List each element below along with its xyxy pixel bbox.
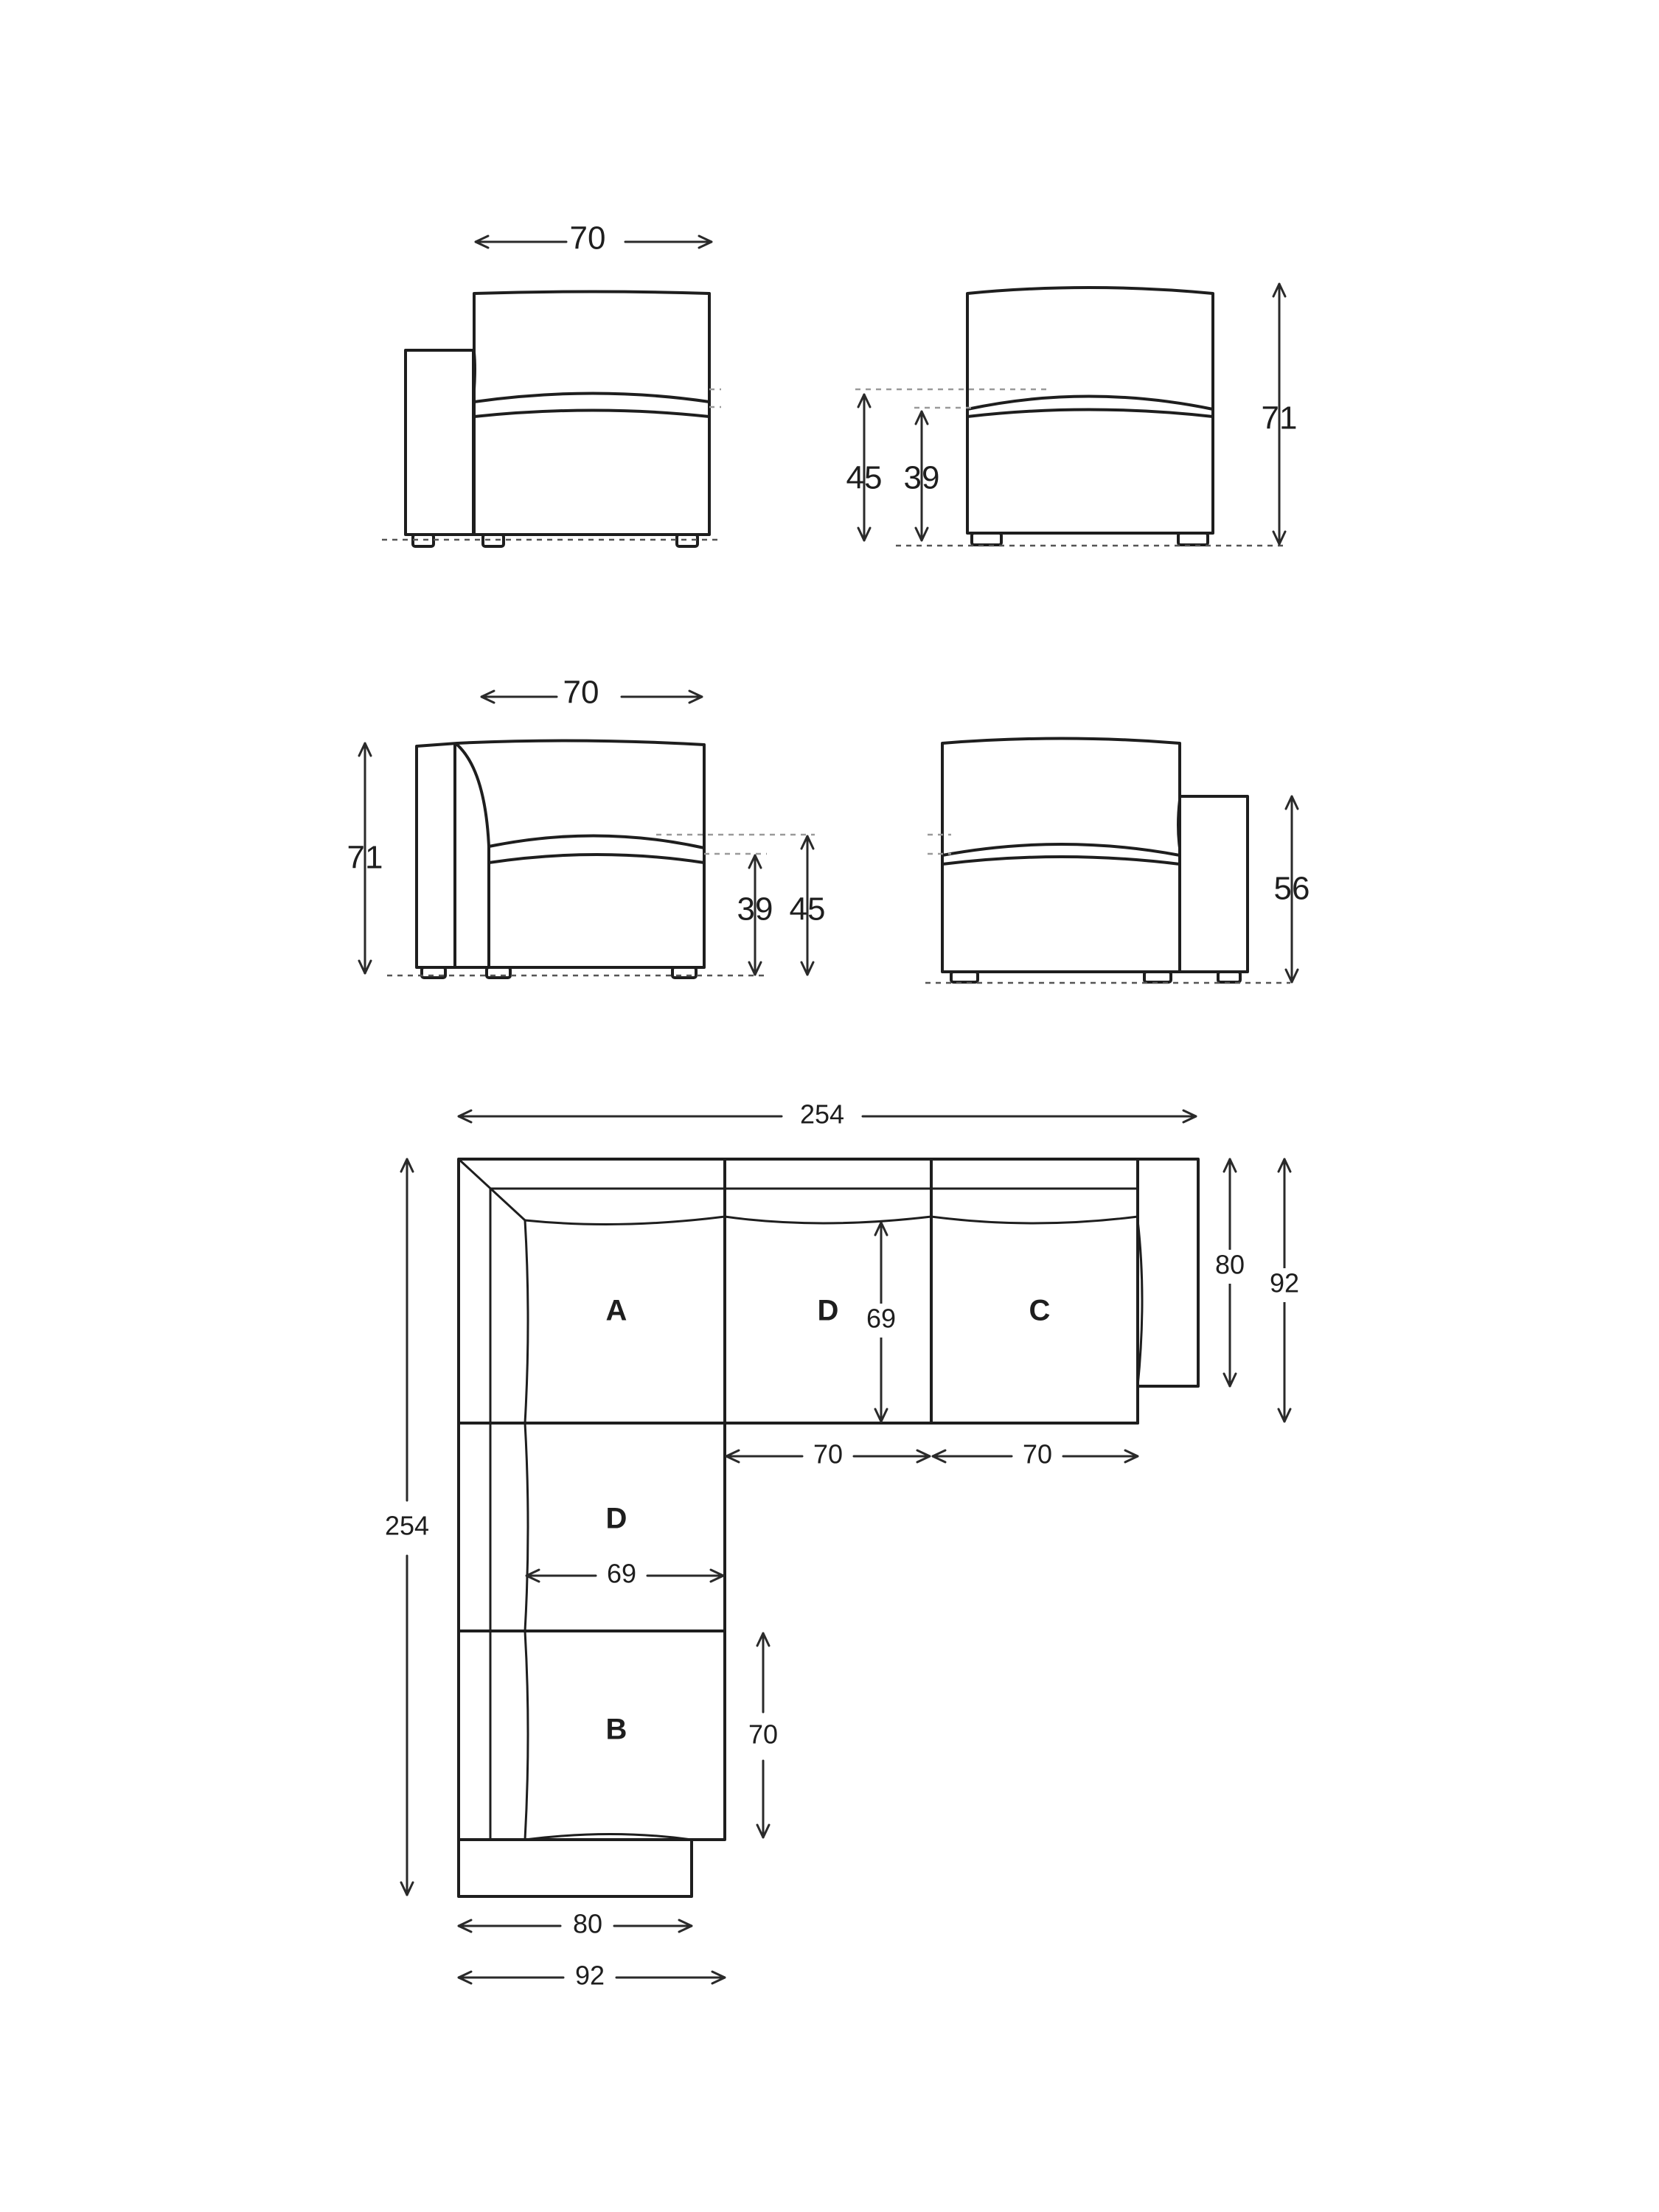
module-width-2-label: 70 [1022, 1439, 1053, 1470]
module-label-d-left: D [605, 1502, 627, 1535]
left-module-width-label: 70 [748, 1719, 779, 1750]
width-label: 70 [569, 220, 606, 257]
module-label-c: C [1029, 1294, 1051, 1327]
seat-height-back-label: 39 [737, 891, 773, 928]
right-arm-module-elevation [925, 739, 1310, 984]
bottom-depth-with-back-label: 92 [574, 1960, 605, 1991]
total-height-label: 71 [1261, 400, 1298, 437]
bottom-depth-label: 80 [572, 1908, 603, 1939]
overall-depth-label: 254 [384, 1510, 430, 1541]
seat-height-back-label: 39 [903, 459, 940, 496]
total-height-label: 71 [347, 839, 383, 876]
width-label: 70 [563, 674, 599, 711]
left-seat-depth-label: 69 [606, 1558, 637, 1589]
corner-module-elevation [347, 675, 826, 978]
module-label-a: A [605, 1294, 627, 1327]
seat-height-front-label: 45 [846, 459, 883, 496]
module-width-1-label: 70 [813, 1439, 844, 1470]
module-label-b: B [605, 1713, 627, 1746]
overall-width-label: 254 [799, 1099, 845, 1130]
depth-with-back-label: 92 [1269, 1267, 1300, 1298]
module-label-d-top: D [817, 1294, 839, 1327]
l-shaped-sofa-plan-view [385, 1099, 1305, 1991]
armless-module-elevation [846, 284, 1298, 546]
left-arm-module-elevation [382, 220, 721, 546]
seat-depth-label: 69 [866, 1303, 897, 1334]
seat-height-front-label: 45 [789, 891, 826, 928]
module-depth-label: 80 [1214, 1249, 1245, 1280]
arm-height-label: 56 [1273, 870, 1310, 907]
